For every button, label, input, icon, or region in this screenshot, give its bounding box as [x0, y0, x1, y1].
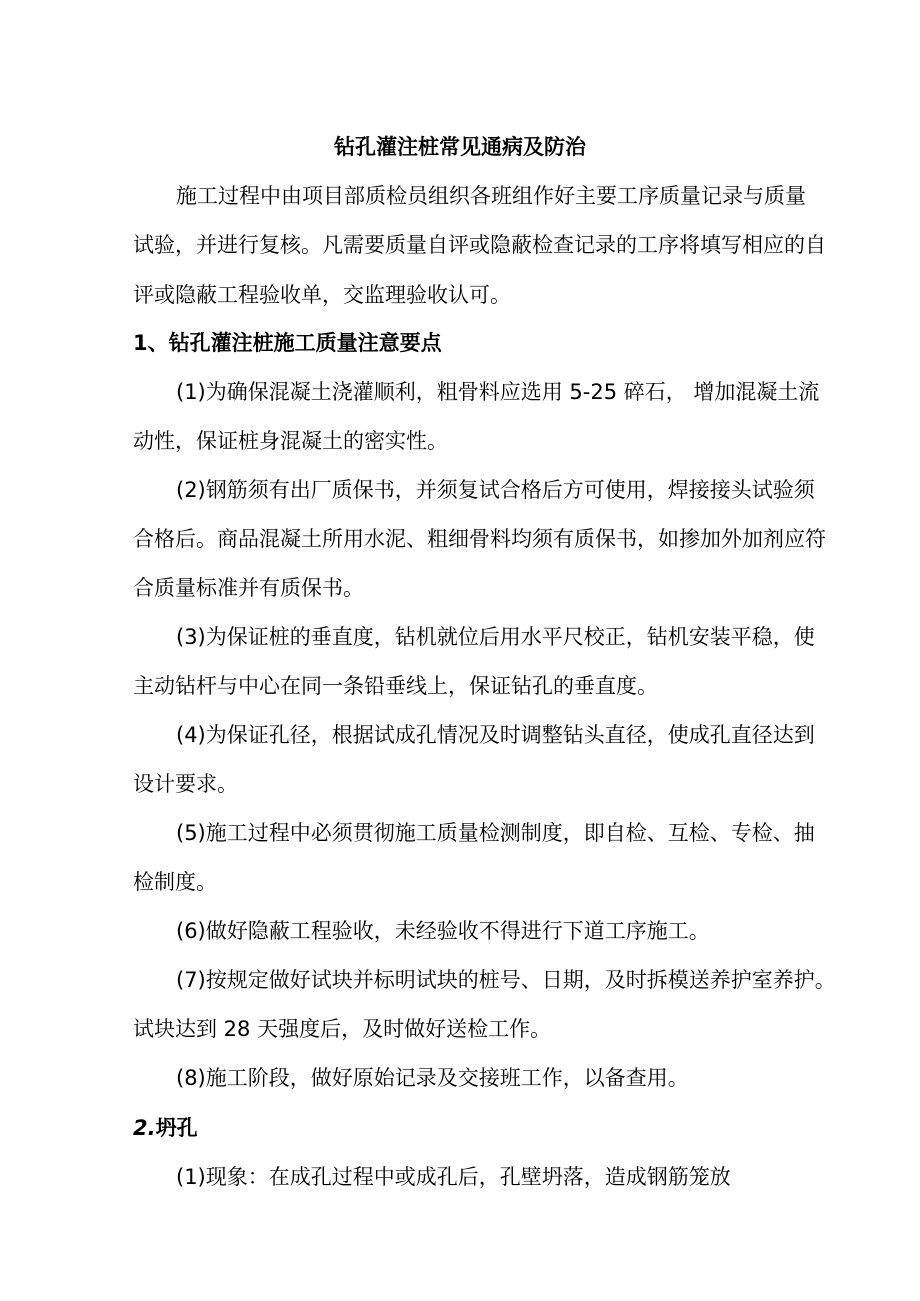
item-7-line-2: 试块达到 28 天强度后，及时做好送检工作。 [133, 1017, 552, 1041]
item-2-line-2: 合格后。商品混凝土所用水泥、粗细骨料均须有质保书，如掺加外加剂应符 [133, 527, 826, 551]
section-2-heading-number: 2. [133, 1116, 156, 1140]
item-3-line-1: (3)为保证桩的垂直度，钻机就位后用水平尺校正，钻机安装平稳，使 [176, 625, 815, 649]
item-5-line-1: (5)施工过程中必须贯彻施工质量检测制度，即自检、互检、专检、抽 [176, 821, 815, 845]
item-6-line-1: (6)做好隐蔽工程验收，未经验收不得进行下道工序施工。 [176, 919, 710, 943]
item-4-line-2: 设计要求。 [133, 772, 238, 796]
item-8-line-1: (8)施工阶段，做好原始记录及交接班工作，以备查用。 [176, 1066, 689, 1090]
item-2-line-3: 合质量标准并有质保书。 [133, 576, 364, 600]
section-2-heading [133, 1114, 198, 1142]
intro-line-3: 评或隐蔽工程验收单，交监理验收认可。 [133, 283, 511, 307]
item-5-line-2: 检制度。 [133, 870, 217, 894]
item-4-line-1: (4)为保证孔径，根据试成孔情况及时调整钻头直径，使成孔直径达到 [176, 723, 815, 747]
item-3-line-2: 主动钻杆与中心在同一条铅垂线上，保证钻孔的垂直度。 [133, 674, 658, 698]
section-2-heading-text: 坍孔 [155, 1116, 198, 1140]
item-2-line-1: (2)钢筋须有出厂质保书，并须复试合格后方可使用，焊接接头试验须 [176, 478, 815, 502]
intro-line-1: 施工过程中由项目部质检员组织各班组作好主要工序质量记录与质量 [176, 184, 806, 208]
item-1-line-1: (1)为确保混凝土浇灌顺利，粗骨料应选用 5-25 碎石， 增加混凝土流 [176, 380, 820, 404]
item-1-line-2: 动性，保证桩身混凝土的密实性。 [133, 429, 448, 453]
document-title: 钻孔灌注桩常见通病及防治 [334, 135, 586, 159]
section-2-item-1-line-1: (1)现象：在成孔过程中或成孔后，孔壁坍落，造成钢筋笼放 [176, 1165, 731, 1189]
section-1-heading: 1、钻孔灌注桩施工质量注意要点 [133, 331, 442, 355]
item-7-line-1: (7)按规定做好试块并标明试块的桩号、日期，及时拆模送养护室养护。 [176, 968, 836, 992]
intro-line-2: 试验，并进行复核。凡需要质量自评或隐蔽检查记录的工序将填写相应的自 [133, 233, 826, 257]
